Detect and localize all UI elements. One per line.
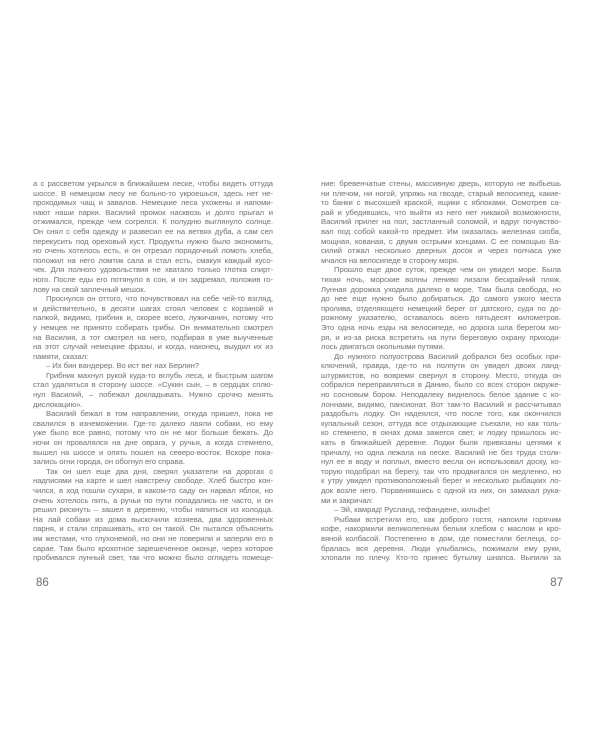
text-line: на этот случай немецкие фразы, и когда, наконец, выудил их из [33, 342, 273, 352]
text-line: ни плечом, ни ногой, упряжь на гвозде, старый велосипед, какие- [321, 188, 561, 198]
text-line: Это одна ночь езды на велосипеде, но дорога шла берегом мо- [321, 322, 561, 332]
text-line: Василий бежал в том направлении, откуда пришел, пока не [46, 409, 273, 419]
text-line: стал удаляться в сторону шоссе. «Сукин сын, – в сердцах сплю- [33, 380, 273, 390]
text-line: сарае. Там было крохотное зарешеченное оконце, через которое [33, 543, 273, 553]
text-line: положил на него ломтик сала и стал есть, смакуя каждый кусо- [33, 255, 273, 265]
text-line: ночи он провалялся на дне оврага, у ручья, а когда стемнело, [33, 438, 273, 448]
text-line: мощная, кованая, с двумя острыми концами. С ее помощью Ва- [321, 236, 561, 246]
text-line: очень хотелось пить, а ручьи по пути попадались не часто, и он [33, 495, 273, 505]
text-line: ко стемнело, в окнах дома зажегся свет, и лодку пришлось ис- [321, 428, 561, 438]
text-line: памяти, сказал: [33, 351, 89, 361]
dialogue-line: – Их бин вандерер. Во ист вег нах Берлин? [46, 361, 200, 371]
text-line: у немцев не принято собирать грибы. Он внимательно смотрел [33, 322, 273, 332]
text-line: причалу, но одна лежала на песке. Василий не без труда столк- [321, 447, 561, 457]
text-line: вяной колбасой. Постепенно в дом, где поместили беглеца, со- [321, 533, 561, 543]
text-line: то банки с высохшей краской, ящики с яблоками. Осмотрев са- [321, 198, 561, 208]
text-line: купальный сезон, оттуда все отдыхающие съехали, но как толь- [321, 418, 561, 428]
text-line: перекусить под ореховый куст. Продукты нужно было экономить, [33, 236, 273, 246]
text-line: лось двигаться окольными путями. [321, 342, 445, 352]
dialogue-line: – Эй, камрад! Русланд, гефандене, хильфе! [334, 505, 491, 515]
text-line: Лунная дорожка уходила далеко в море. Там была свобода, но [321, 284, 561, 294]
text-line: Грибник махнул рукой куда-то вглубь леса, и быстрым шагом [46, 370, 273, 380]
text-line: лоннами, видимо, пансионат. Вот там-то Василий и рассчитывал [321, 399, 561, 409]
text-line: Рыбаки встретили его, как доброго гостя, напоили горячим [334, 514, 561, 524]
text-line: и действительно, в десяти шагах стоял человек с корзиной и [33, 303, 273, 313]
text-line: лову на свой заплечный мешок. [33, 284, 146, 294]
text-line: отжимался, прежде чем согрелся. К полудню выглянуло солнце. [33, 217, 273, 227]
text-line: зались огни города, он обогнул его справа. [33, 457, 185, 467]
text-line: вышел на шоссе и опять пошел на северо-восток. Вскоре пока- [33, 447, 273, 457]
text-line: к утру увидел противоположный берег и несколько рыбацких ло- [321, 476, 561, 486]
text-line: хлопали по плечу. Кто-то принес бутылку шнапса. Выпили за [321, 553, 561, 563]
text-line: силий отжал несколько дверных досок и через полчаса уже [321, 246, 561, 256]
text-line: дислокацию». [33, 399, 83, 409]
text-line: ключений, правда, где-то на полпути он увидел двоих ланд- [321, 361, 561, 371]
text-line: чился, в ход пошли сухари, в каком-то саду он нарвал яблок, но [33, 486, 273, 495]
page-number-right: 87 [550, 577, 563, 589]
page-number-left: 86 [36, 577, 49, 589]
text-line: кофе, накормили великолепным белым хлебом с маслом и кро- [321, 524, 561, 534]
text-line: раздобыть лодку. Он надеялся, что после того, как окончился [321, 409, 561, 419]
page-right-text-column [321, 179, 561, 563]
text-line: уже было все равно, потому что он не мог больше бежать. До [33, 428, 273, 438]
text-line: ние: бревенчатые стены, массивную дверь, которую не выбьешь [321, 179, 561, 188]
text-line: ря, и из-за риска встретить на пути береговую охрану приходи- [321, 332, 561, 342]
text-line: мчался на велосипеде в сторону моря. [321, 255, 459, 265]
text-line: а с рассветом укрылся в ближайшем леске, чтобы видеть оттуда [33, 179, 273, 188]
text-line: тихая ночь, морские волны лениво лизали бескрайний пляж. [321, 274, 561, 284]
text-line: парня, и стали спрашивать, кто он такой. Он пытался объяснить [33, 524, 273, 534]
text-line: им жестами, что глухонемой, но они не поверили и заперли его в [33, 533, 273, 543]
text-line: нул Василий, – побежал докладывать. Нужно срочно менять [33, 390, 273, 400]
text-line: палкой, видимо, грибник и, скорее всего, лужичанин, потому что [33, 313, 273, 323]
text-line: вал под собой какой-то предмет. Им оказалась железная скоба, [321, 226, 561, 236]
text-line: решил рискнуть – зашел в деревню, чтобы напиться из колодца. [33, 505, 273, 515]
text-line: ного. После еды его потянуло в сон, и он задремал, положив го- [33, 274, 273, 284]
text-line: бралась вся деревня. Люди улыбались, пожимали ему руки, [321, 543, 561, 553]
text-line: рожному указателю, оставалось всего пятьдесят километров. [321, 313, 561, 323]
text-line: Так он шел еще два дня, сверял указатели на дорогах с [46, 466, 273, 476]
text-line: на Василия, а тот смотрел на него, подбирая в уме выученные [33, 332, 273, 342]
text-line: до нее еще нужно было добираться. До самого узкого места [321, 294, 561, 304]
text-line: ми и закричал: [321, 495, 374, 505]
text-line: До нужного полуострова Василий добрался без особых при- [334, 351, 561, 361]
page-left-text-column [33, 179, 273, 563]
text-line: рай и убедившись, что выйти из него нет никакой возможности, [321, 207, 561, 217]
text-line: док возле него. Поравнявшись с одной из них, он замахал рука- [321, 486, 561, 495]
text-line: чек. Для полного удовольствия не хватало только глотка спирт- [33, 265, 273, 275]
text-line: торую подобрал на берегу, так что продвигался он медленно, но [321, 466, 561, 476]
text-line: Прошло еще двое суток, прежде чем он увидел море. Была [334, 265, 561, 275]
text-line: но очень хотелось есть, и он отрезал порядочный ломоть хлеба, [33, 246, 273, 256]
text-line: пробивался лунный свет, так что можно было оглядеть помеще- [33, 553, 273, 563]
text-line: Василий прилег на пол, застланный соломой, и вдруг почувство- [321, 217, 561, 227]
text-line: нают наши парки. Василий промок насквозь и долго прыгал и [33, 207, 273, 217]
text-line: проходимых чащ и завалов. Немецкие леса ухожены и напоми- [33, 198, 273, 208]
text-line: но сосновым бором. Неподалеку виднелось белое здание с ко- [321, 390, 561, 400]
text-line: пролива, отделяющего немецкий берег от датского, судя по до- [321, 303, 561, 313]
text-line: надписями на карте и шел навстречу свободе. Хлеб быстро кон- [33, 476, 273, 486]
text-line: кать в ближайшей деревне. Лодки были привязаны цепями к [321, 438, 561, 448]
text-line: Проснулся он оттого, что почувствовал на себе чей-то взгляд, [46, 294, 273, 304]
text-line: нул ее в воду и поплыл, вместо весла он использовал доску, ко- [321, 457, 561, 467]
text-line: На лай собаки из дома выскочили хозяева, два здоровенных [33, 514, 273, 524]
text-line: Он снял с себя одежду и развесил ее на ветвях дуба, а сам сел [33, 226, 273, 236]
text-line: штурмистов, но вовремя свернул в сторону. Место, откуда он [321, 370, 561, 380]
text-line: свалился в изнеможении. Где-то далеко лаяли собаки, но ему [33, 418, 273, 428]
text-line: собрался переправляться в Данию, было со всех сторон окруже- [321, 380, 561, 390]
text-line: шоссе. В немецком лесу не больно-то укроешься, здесь нет не- [33, 188, 273, 198]
